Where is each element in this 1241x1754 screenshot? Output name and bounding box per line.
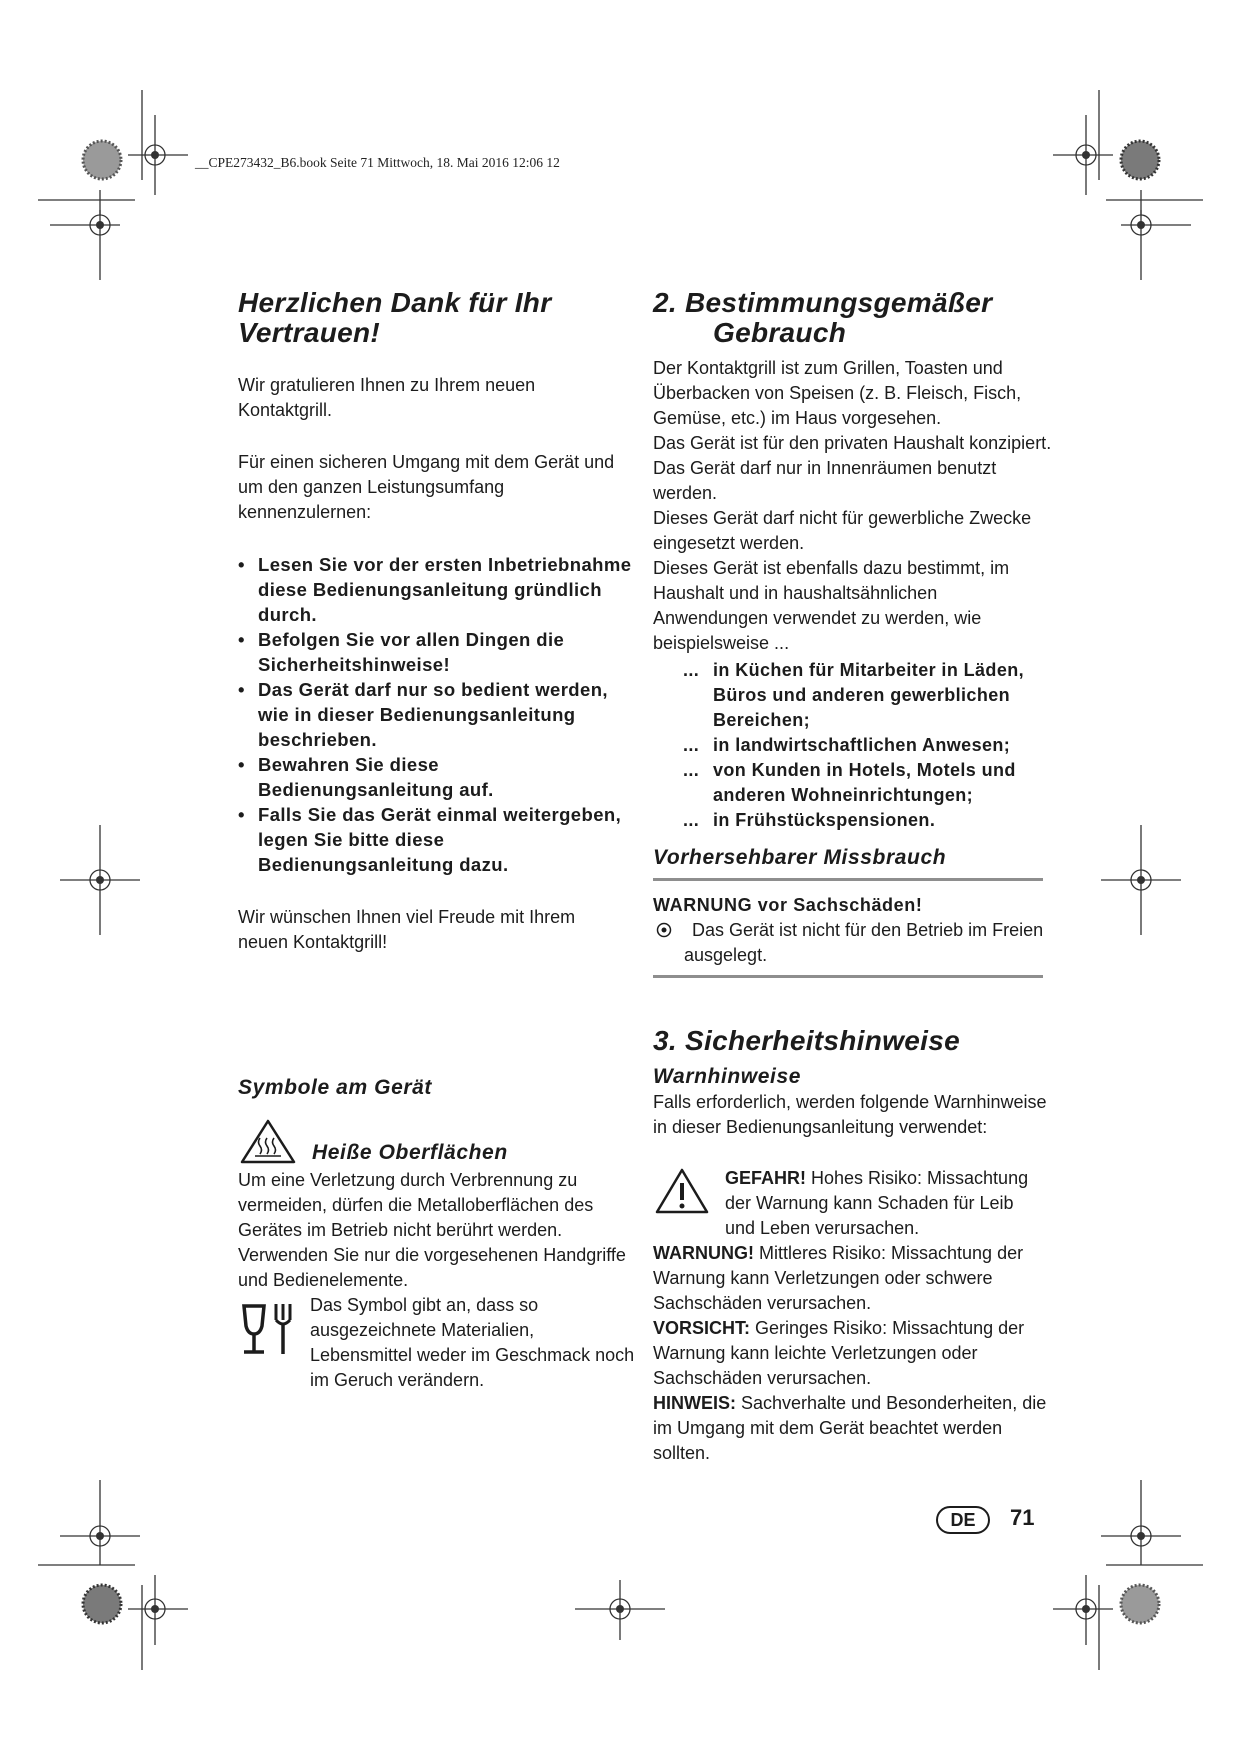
list-item: • Lesen Sie vor der ersten Inbetriebnahme diese Bedienungsanleitung gründlich durch. — [238, 554, 632, 625]
section3-title: 3. Sicherheitshinweise — [653, 1025, 960, 1056]
divider — [653, 878, 1043, 881]
list-item: ... in Küchen für Mitarbeiter in Läden, Büros und anderen gewerblichen Bereichen; — [683, 660, 1025, 730]
misuse-heading: Vorhersehbarer Missbrauch — [653, 846, 947, 869]
list-item: • Befolgen Sie vor allen Dingen die Sicherheitshinweise! — [238, 629, 565, 675]
closing-paragraph: Wir wünschen Ihnen viel Freude mit Ihrem neuen Kontaktgrill! — [238, 907, 576, 952]
thanks-title: Herzlichen Dank für Ihr Vertrauen! — [238, 287, 552, 348]
list-item: ... in landwirtschaftlichen Anwesen; — [683, 735, 1011, 755]
list-item: • Falls Sie das Gerät einmal weitergeben, legen Sie bitte diese Bedienungsanleitung dazu. — [238, 804, 622, 875]
bullet-target-icon — [656, 922, 672, 938]
page-number: 71 — [1010, 1505, 1035, 1530]
list-item: ... von Kunden in Hotels, Motels und anderen Wohneinrichtungen; — [683, 760, 1016, 805]
intro-paragraph-2: Für einen sicheren Umgang mit dem Gerät und um den ganzen Leistungsumfang kennenzulernen: — [238, 452, 615, 522]
intended-use-paragraph: Der Kontaktgrill ist zum Grillen, Toasten und Überbacken von Speisen (z. B. Fleisch, Fisch, Gemüse, etc.) im Haus vorgesehen. — [653, 358, 1022, 428]
hot-surfaces-text: Um eine Verletzung durch Verbrennung zu vermeiden, dürfen die Metalloberflächen des Gerätes im Betrieb nicht berührt werden. Verwenden Sie nur die vorgesehenen Handgriffe und Bedienelemente. — [238, 1170, 626, 1290]
intended-use-paragraph: Das Gerät ist für den privaten Haushalt konzipiert. Das Gerät darf nur in Innenräumen benutzt werden. — [653, 433, 1052, 503]
warning-label: WARNUNG vor Sachschäden! — [653, 895, 923, 915]
warn-intro: Falls erforderlich, werden folgende Warnhinweise in dieser Bedienungsanleitung verwendet: — [653, 1092, 1047, 1137]
section2-body — [653, 356, 1053, 833]
warning-text: Das Gerät ist nicht für den Betrieb im Freien ausgelegt. — [684, 920, 1044, 965]
symbols-heading: Symbole am Gerät — [238, 1076, 433, 1099]
hot-surfaces-heading: Heiße Oberflächen — [312, 1141, 508, 1164]
list-item: • Das Gerät darf nur so bedient werden, wie in dieser Bedienungsanleitung beschrieben. — [238, 679, 608, 750]
left-column — [238, 288, 628, 348]
intended-use-paragraph: Dieses Gerät darf nicht für gewerbliche Zwecke eingesetzt werden. — [653, 508, 1032, 553]
section2-title: 2. Bestimmungsgemäßer Gebrauch — [653, 287, 993, 348]
list-item: ... in Frühstückspensionen. — [683, 810, 936, 830]
intro-paragraph: Wir gratulieren Ihnen zu Ihrem neuen Kontaktgrill. — [238, 375, 536, 420]
vorsicht-text: VORSICHT: Geringes Risiko: Missachtung der Warnung kann leichte Verletzungen oder Sachschäden verursachen. — [653, 1318, 1025, 1388]
divider — [653, 975, 1043, 978]
danger-warning-icon — [655, 1167, 709, 1215]
language-badge: DE — [936, 1506, 990, 1534]
usage-list — [653, 658, 1053, 833]
warnhinweise-heading: Warnhinweise — [653, 1065, 802, 1088]
instruction-list — [238, 552, 638, 877]
intended-use-paragraph: Dieses Gerät ist ebenfalls dazu bestimmt, im Haushalt und in haushaltsähnlichen Anwendungen verwendet zu werden, wie beispielsweise ... — [653, 558, 1010, 653]
print-header: __CPE273432_B6.book Seite 71 Mittwoch, 18. Mai 2016 12:06 12 — [195, 155, 560, 170]
warnung-text: WARNUNG! Mittleres Risiko: Missachtung der Warnung kann Verletzungen oder schwere Sachschäden verursachen. — [653, 1243, 1024, 1313]
food-safe-icon — [240, 1300, 298, 1358]
hot-surface-warning-icon — [240, 1118, 296, 1164]
list-item: • Bewahren Sie diese Bedienungsanleitung auf. — [238, 754, 494, 800]
hinweis-text: HINWEIS: Sachverhalte und Besonderheiten, die im Umgang mit dem Gerät beachtet werden sollten. — [653, 1393, 1047, 1463]
gefahr-text: GEFAHR! Hohes Risiko: Missachtung der Warnung kann Schaden für Leib und Leben verursachen. — [725, 1168, 1029, 1238]
food-safe-text: Das Symbol gibt an, dass so ausgezeichnete Materialien, Lebensmittel weder im Geschmack noch im Geruch verändern. — [310, 1295, 635, 1390]
